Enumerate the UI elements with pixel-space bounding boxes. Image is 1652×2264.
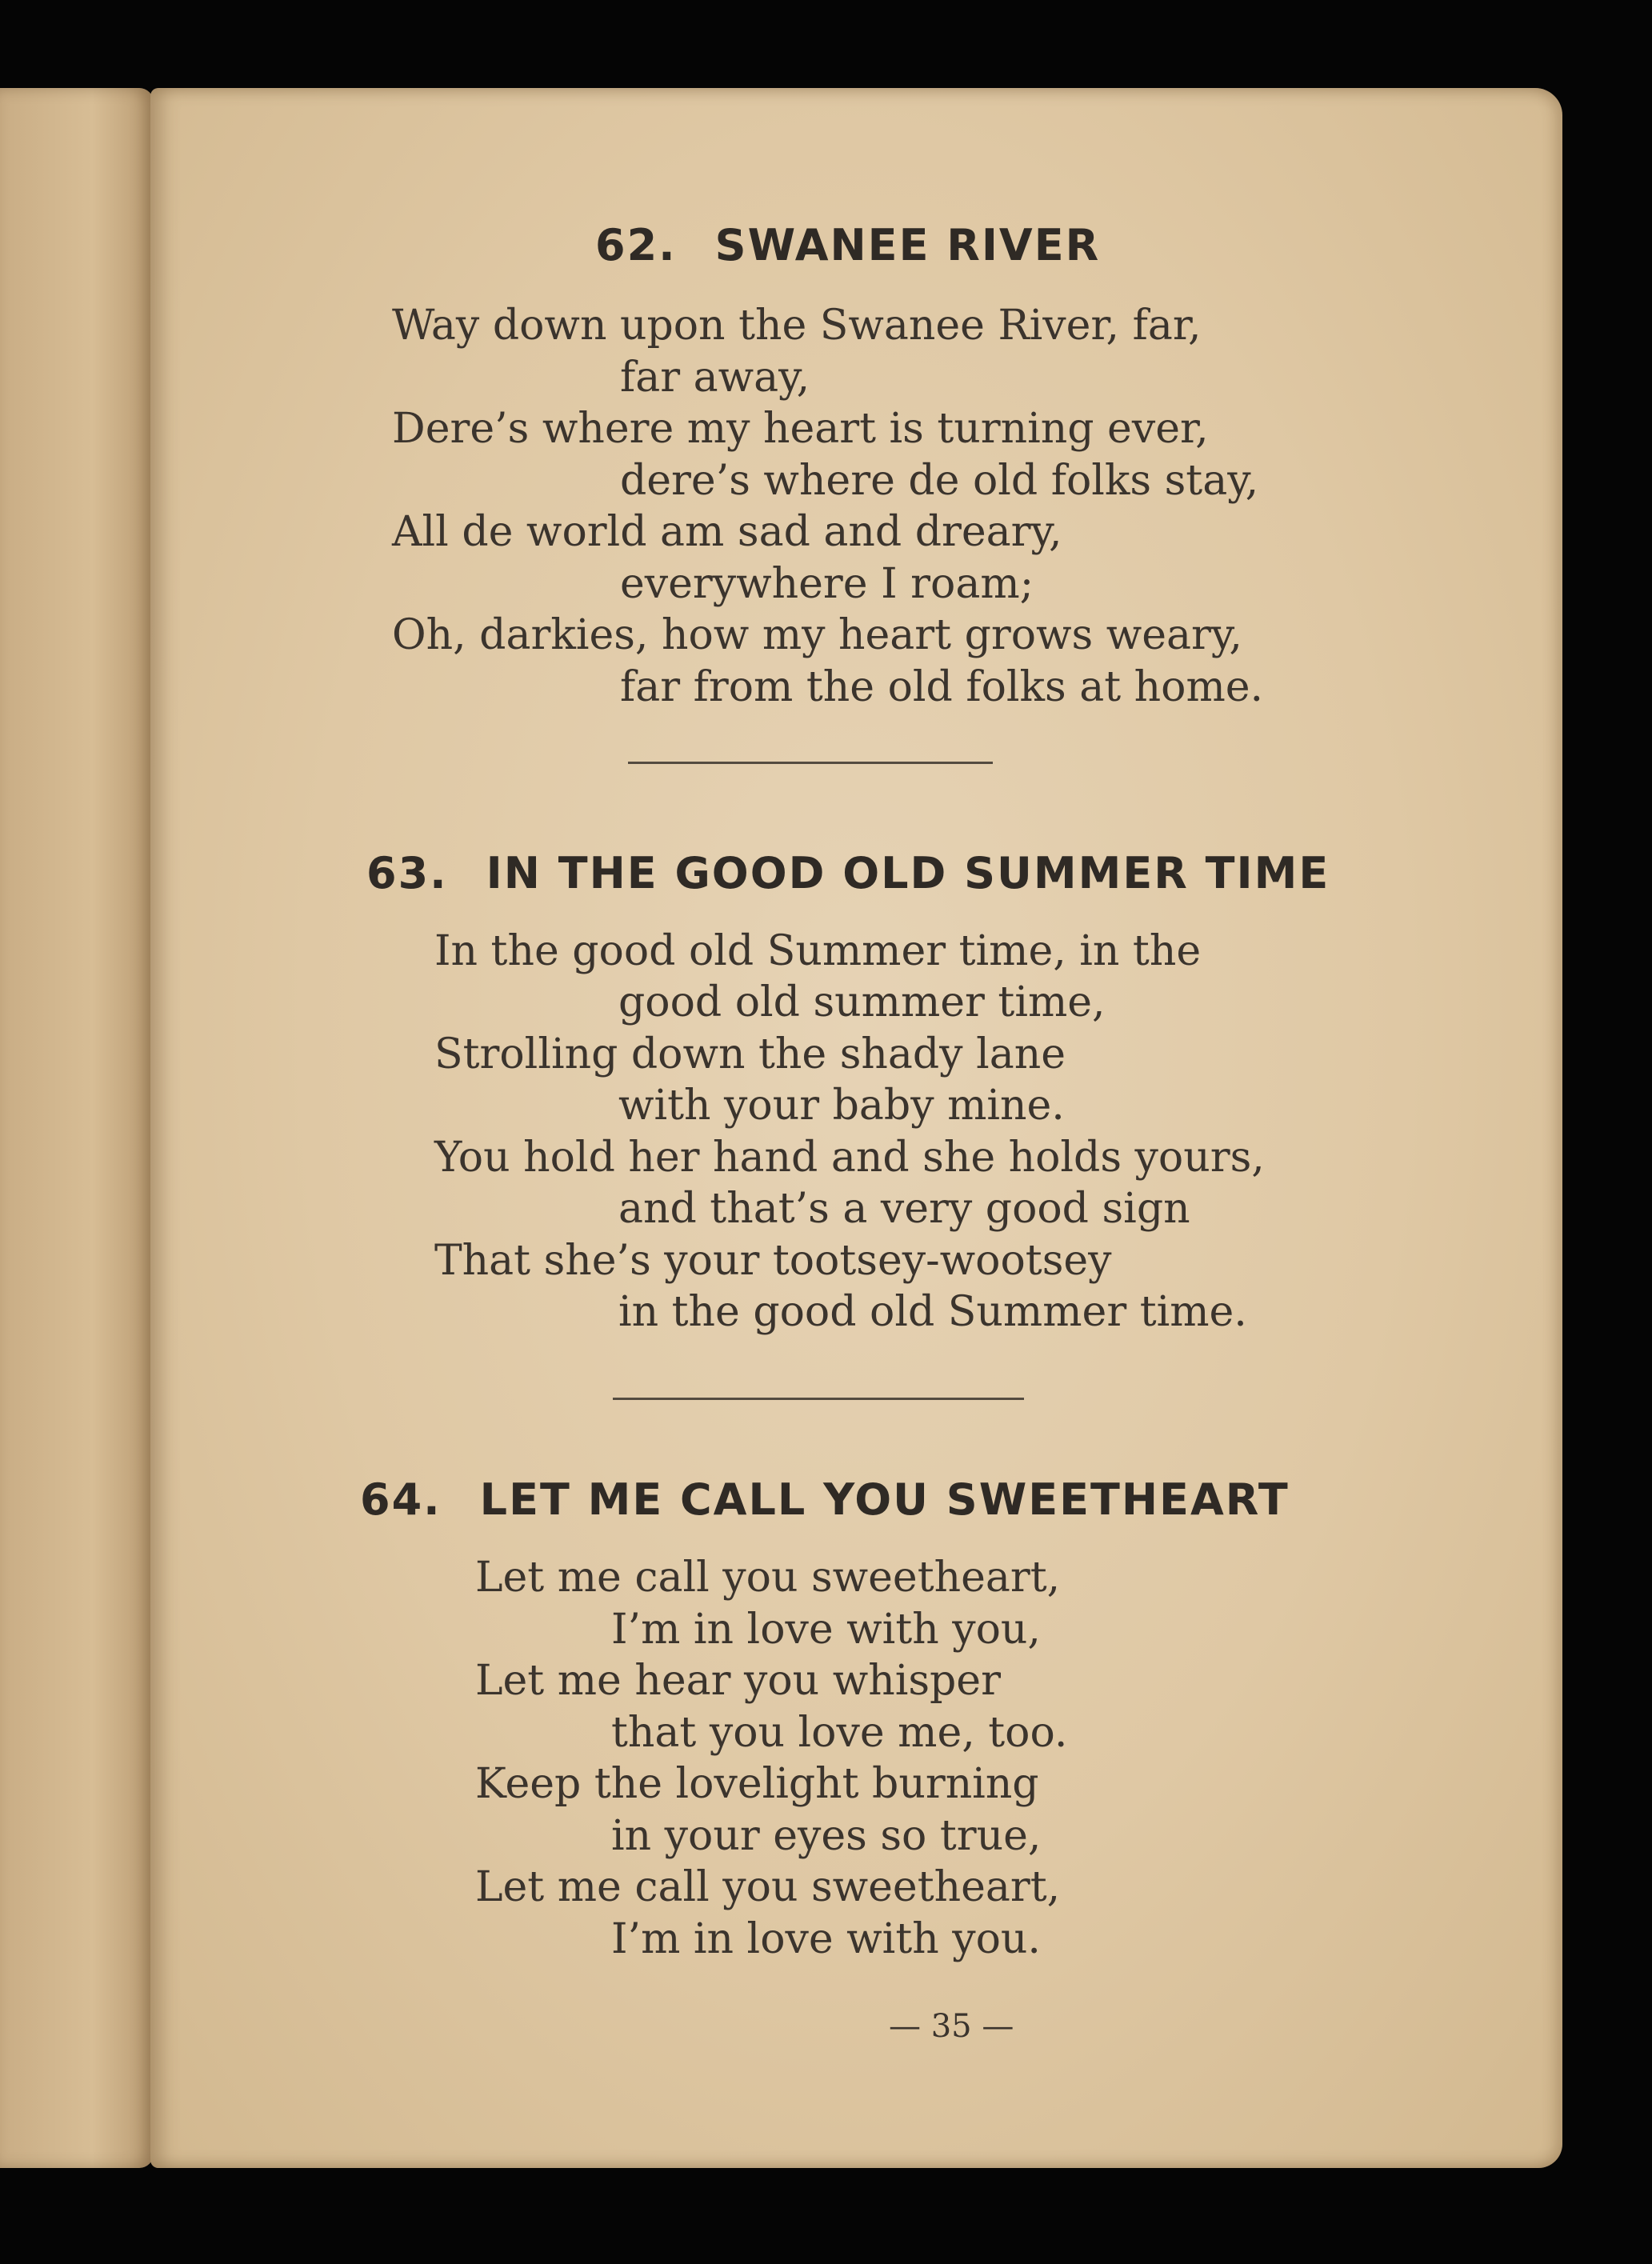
- left-page-edge: [0, 88, 154, 2168]
- lyric-line: far away,: [620, 354, 810, 402]
- lyric-line: that you love me, too.: [611, 1709, 1068, 1757]
- lyric-line: Let me hear you whisper: [475, 1657, 1001, 1705]
- lyric-line: Let me call you sweetheart,: [475, 1863, 1061, 1911]
- lyric-line: good old summer time,: [618, 978, 1106, 1026]
- song-title-sweetheart: [360, 1474, 1290, 1525]
- lyric-line: In the good old Summer time, in the: [434, 927, 1202, 975]
- section-divider: [613, 1398, 1024, 1400]
- lyric-line: with your baby mine.: [618, 1082, 1065, 1130]
- lyric-line: Strolling down the shady lane: [434, 1030, 1066, 1078]
- book-page: [150, 88, 1562, 2168]
- lyric-line: dere’s where de old folks stay,: [620, 457, 1259, 505]
- lyric-line: Oh, darkies, how my heart grows weary,: [392, 611, 1242, 659]
- lyric-line: in the good old Summer time.: [618, 1288, 1247, 1336]
- lyric-line: All de world am sad and dreary,: [392, 508, 1062, 556]
- lyric-line: You hold her hand and she holds yours,: [434, 1134, 1265, 1182]
- lyric-line: Dere’s where my heart is turning ever,: [392, 405, 1209, 453]
- song-title-text: SWANEE RIVER: [714, 220, 1101, 270]
- lyric-line: I’m in love with you.: [611, 1915, 1041, 1963]
- section-divider: [628, 762, 993, 764]
- song-title-swanee-river: [595, 220, 1100, 270]
- song-title-summer-time: [366, 848, 1330, 898]
- song-title-text: LET ME CALL YOU SWEETHEART: [479, 1474, 1290, 1525]
- song-number: 64.: [360, 1474, 442, 1525]
- lyric-line: Let me call you sweetheart,: [475, 1554, 1061, 1602]
- lyric-line: everywhere I roam;: [620, 560, 1034, 608]
- song-title-text: IN THE GOOD OLD SUMMER TIME: [486, 848, 1330, 898]
- lyric-line: and that’s a very good sign: [618, 1185, 1190, 1233]
- lyric-line: Keep the lovelight burning: [475, 1760, 1039, 1808]
- lyric-line: Way down upon the Swanee River, far,: [392, 302, 1202, 350]
- song-number: 63.: [366, 848, 448, 898]
- page-number: — 35 —: [889, 2008, 1014, 2045]
- song-number: 62.: [595, 220, 677, 270]
- lyric-line: in your eyes so true,: [611, 1812, 1042, 1860]
- lyric-line: far from the old folks at home.: [620, 663, 1264, 711]
- lyric-line: That she’s your tootsey-wootsey: [434, 1237, 1112, 1285]
- lyric-line: I’m in love with you,: [611, 1606, 1041, 1654]
